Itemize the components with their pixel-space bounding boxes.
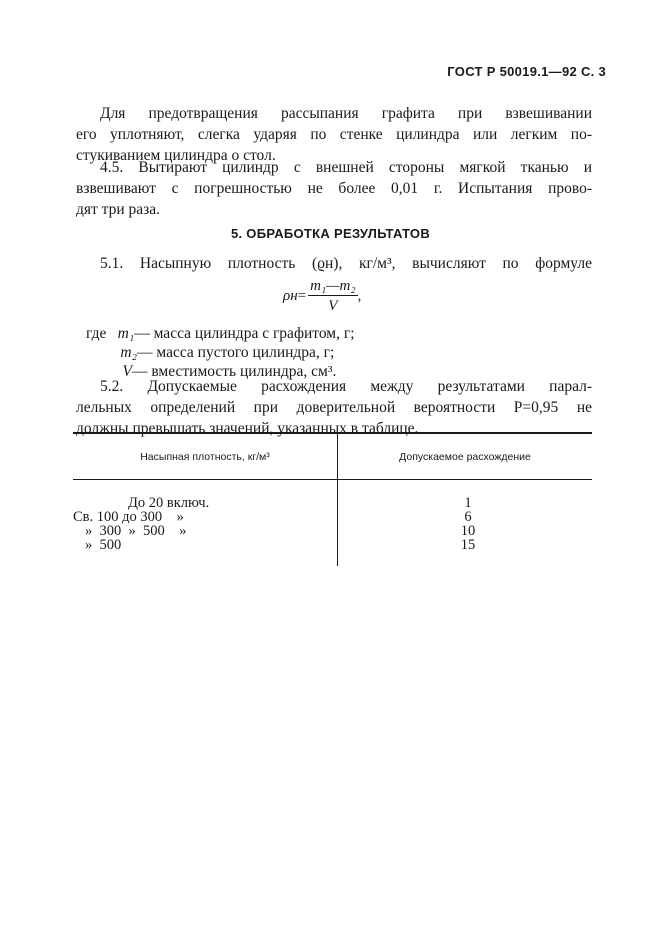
table-cell-value: 1 bbox=[464, 495, 472, 511]
definition-symbol: m₂ bbox=[120, 344, 137, 361]
formula-definitions bbox=[86, 324, 355, 381]
table-cell-range bbox=[73, 524, 338, 538]
table-row bbox=[73, 510, 592, 524]
table-row bbox=[73, 524, 592, 538]
formula-lhs: ρн bbox=[283, 288, 298, 304]
text-line: его уплотняют, слегка ударяя по стенке цилиндра или легким по- bbox=[76, 126, 592, 143]
table-cell-value: 10 bbox=[460, 523, 476, 539]
text-line: 5.1. Насыпную плотность (ϱн), кг/м³, вычисляют по формуле bbox=[100, 255, 592, 272]
table-cell-range bbox=[73, 538, 338, 566]
paragraph-5-2 bbox=[76, 376, 592, 439]
text-line: 5.2. Допускаемые расхождения между результатами парал- bbox=[100, 378, 592, 395]
table-row bbox=[73, 480, 592, 511]
text-line: 4.5. Вытирают цилиндр с внешней стороны мягкой тканью и bbox=[100, 159, 592, 176]
range-text: » 500 bbox=[85, 537, 122, 553]
page-header: ГОСТ Р 50019.1—92 С. 3 bbox=[447, 64, 606, 79]
table-cell-range bbox=[73, 480, 338, 511]
definition-text: — масса пустого цилиндра, г; bbox=[137, 344, 335, 361]
text-line: лельных определений при доверительной вероятности P=0,95 не bbox=[76, 399, 592, 416]
formula-fraction bbox=[308, 277, 357, 316]
section-title: 5. ОБРАБОТКА РЕЗУЛЬТАТОВ bbox=[230, 226, 431, 241]
definition-symbol: m₁ bbox=[117, 325, 135, 342]
table-row bbox=[73, 538, 592, 566]
text-line: стукиванием цилиндра о стол. bbox=[76, 147, 276, 164]
formula-tail: , bbox=[357, 288, 362, 304]
definition-row bbox=[86, 343, 355, 362]
tolerance-table bbox=[73, 432, 592, 566]
text-line: должны превышать значений, указанных в таблице. bbox=[76, 420, 419, 437]
formula-numerator: m₁—m₂ bbox=[310, 278, 356, 294]
definition-symbol: V bbox=[122, 363, 132, 380]
paragraph-5-1 bbox=[76, 253, 592, 274]
text-line: взвешивают с погрешностью не более 0,01 г. Испытания прово- bbox=[76, 180, 592, 197]
definition-prefix: где bbox=[86, 325, 107, 342]
paragraph-4-5 bbox=[76, 157, 592, 220]
formula-equals: = bbox=[297, 288, 307, 304]
table-cell-value: 6 bbox=[464, 509, 472, 525]
table-header-row bbox=[73, 433, 592, 480]
range-text: » 300 » 500 » bbox=[85, 523, 187, 539]
text-line: Для предотвращения рассыпания графита при взвешивании bbox=[100, 105, 592, 122]
text-line: дят три раза. bbox=[76, 201, 161, 218]
table-cell-value: 15 bbox=[460, 537, 476, 553]
definition-text: — масса цилиндра с графитом, г; bbox=[134, 325, 355, 342]
definition-row bbox=[86, 324, 355, 343]
formula-denominator: V bbox=[328, 298, 338, 314]
range-text: Св. 100 до 300 » bbox=[73, 509, 184, 525]
density-formula bbox=[283, 277, 361, 316]
column-header-density: Насыпная плотность, кг/м³ bbox=[73, 433, 338, 480]
definition-text: — вместимость цилиндра, см³. bbox=[132, 363, 337, 380]
range-text: До 20 включ. bbox=[128, 495, 210, 511]
table-cell-range bbox=[73, 510, 338, 524]
column-header-tolerance: Допускаемое расхождение bbox=[338, 433, 593, 480]
